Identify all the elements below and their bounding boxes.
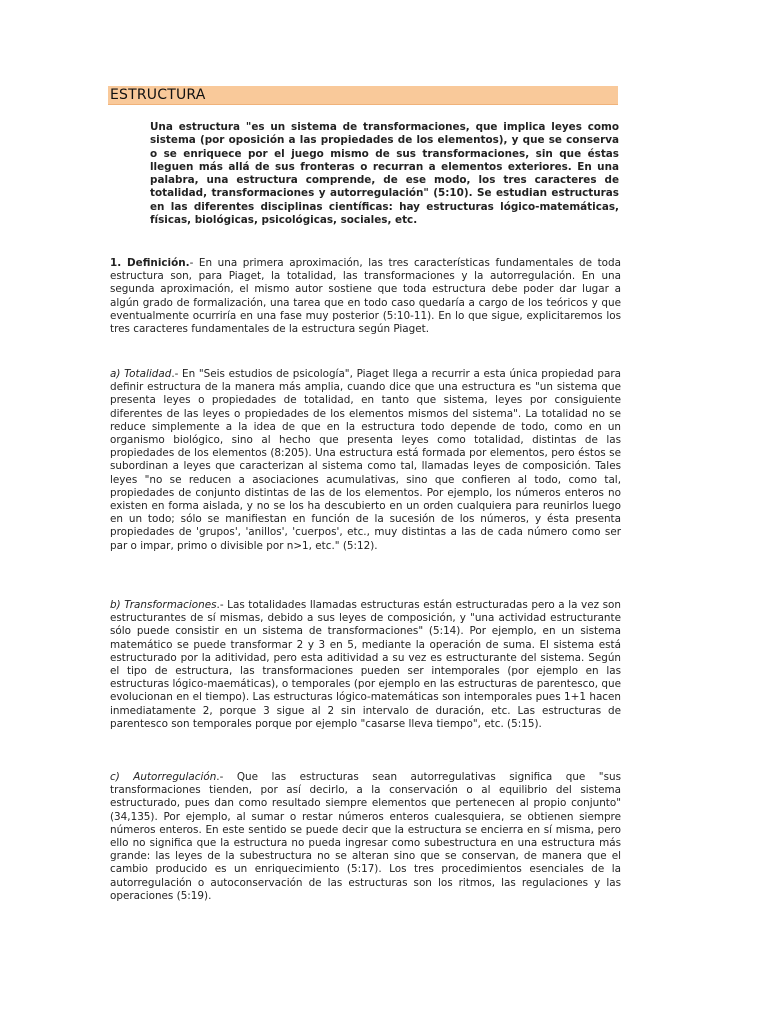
- definition-paragraph: [110, 257, 621, 336]
- totality-paragraph: [110, 368, 621, 553]
- section-title: ESTRUCTURA: [110, 87, 206, 103]
- paragraph-lead: b) Transformaciones: [110, 599, 217, 611]
- paragraph-lead: a) Totalidad: [110, 368, 172, 380]
- section-title-bar: [108, 86, 618, 105]
- paragraph-lead: c) Autorregulación: [110, 771, 217, 783]
- paragraph-lead: 1. Definición.: [110, 257, 190, 269]
- paragraph-text: .- En "Seis estudios de psicología", Piaget llega a recurrir a esta única propiedad para definir estructura de la manera más amplia, cuando dice que una estructura es "un sistema que presenta leyes o propiedades de totalidad, en tanto que sistema, leyes por consiguiente diferentes de las leyes o propiedades de los elementos mismos del sistema". La totalidad no se reduce simplemente a la idea de que en la estructura todo depende de todo, como en un organismo biológico, sino al hecho que presenta leyes como totalidad, distintas de las propiedades de los elementos (8:205). Una estructura está formada por elementos, pero éstos se subordinan a leyes que caracterizan al sistema como tal, llamadas leyes de composición. Tales leyes "no se reducen a asociaciones acumulativas, sino que confieren al todo, como tal, propiedades de conjunto distintas de las de los elementos. Por ejemplo, los números enteros no existen en forma aislada, y no se los ha descubierto en un orden cualquiera para reunirlos luego en un todo; sólo se manifiestan en función de la sucesión de los números, y ésta presenta propiedades de 'grupos', 'anillos', 'cuerpos', etc., muy distintas a las de cada número como ser par o impar, primo o divisible por n>1, etc." (5:12).: [110, 368, 622, 552]
- paragraph-text: .- Que las estructuras sean autorregulativas significa que "sus transformaciones tienden, por así decirlo, a la conservación o al equilibrio del sistema estructurado, pues dan como resultado siempre elementos que pertenecen al propio conjunto" (34,135). Por ejemplo, al sumar o restar números enteros cualesquiera, se obtienen siempre números enteros. En este sentido se puede decir que la estructura se encierra en sí misma, pero ello no significa que la estructura no pueda ingresar como subestructura en una estructura más grande: las leyes de la subestructura no se alteran sino que se conservan, de manera que el cambio producido es un enriquecimiento (5:17). Los tres procedimientos esenciales de la autorregulación o autoconservación de las estructuras son los ritmos, las regulaciones y las operaciones (5:19).: [110, 771, 621, 902]
- transformations-paragraph: [110, 599, 621, 731]
- abstract-paragraph: Una estructura "es un sistema de transformaciones, que implica leyes como sistema (por oposición a las propiedades de los elementos), y que se conserva o se enriquece por el juego mismo de sus transformaciones, sin que éstas lleguen más allá de sus fronteras o recurran a elementos exteriores. En una palabra, una estructura comprende, de ese modo, los tres caracteres de totalidad, transformaciones y autorregulación" (5:10). Se estudian estructuras en las diferentes disciplinas científicas: hay estructuras lógico-matemáticas, físicas, biológicas, psicológicas, sociales, etc.: [150, 121, 619, 227]
- paragraph-text: .- Las totalidades llamadas estructuras están estructuradas pero a la vez son estructurantes de sí mismas, debido a sus leyes de composición, y "una actividad estructurante sólo puede consistir en un sistema de transformaciones" (5:14). Por ejemplo, en un sistema matemático se puede transformar 2 y 3 en 5, mediante la operación de suma. El sistema está estructurado por la aditividad, pero esta aditividad a su vez es estructurante del sistema. Según el tipo de estructura, las transformaciones pueden ser intemporales (por ejemplo en las estructuras lógico-maemáticas), o temporales (por ejemplo en las estructuras de parentesco, que evolucionan en el tiempo). Las estructuras lógico-matemáticas son intemporales pues 1+1 hacen inmediatamente 2, porque 3 sigue al 2 sin intervalo de duración, etc. Las estructuras de parentesco son temporales porque por ejemplo "casarse lleva tiempo", etc. (5:15).: [110, 599, 621, 730]
- self-regulation-paragraph: [110, 771, 621, 903]
- paragraph-text: - En una primera aproximación, las tres características fundamentales de toda estructura son, para Piaget, la totalidad, las transformaciones y la autorregulación. En una segunda aproximación, el mismo autor sostiene que toda estructura debe poder dar lugar a algún grado de formalización, una tarea que en todo caso quedaría a cargo de los teóricos y que eventualmente ocurriría en una fase muy posterior (5:10-11). En lo que sigue, explicitaremos los tres caracteres fundamentales de la estructura según Piaget.: [110, 257, 621, 336]
